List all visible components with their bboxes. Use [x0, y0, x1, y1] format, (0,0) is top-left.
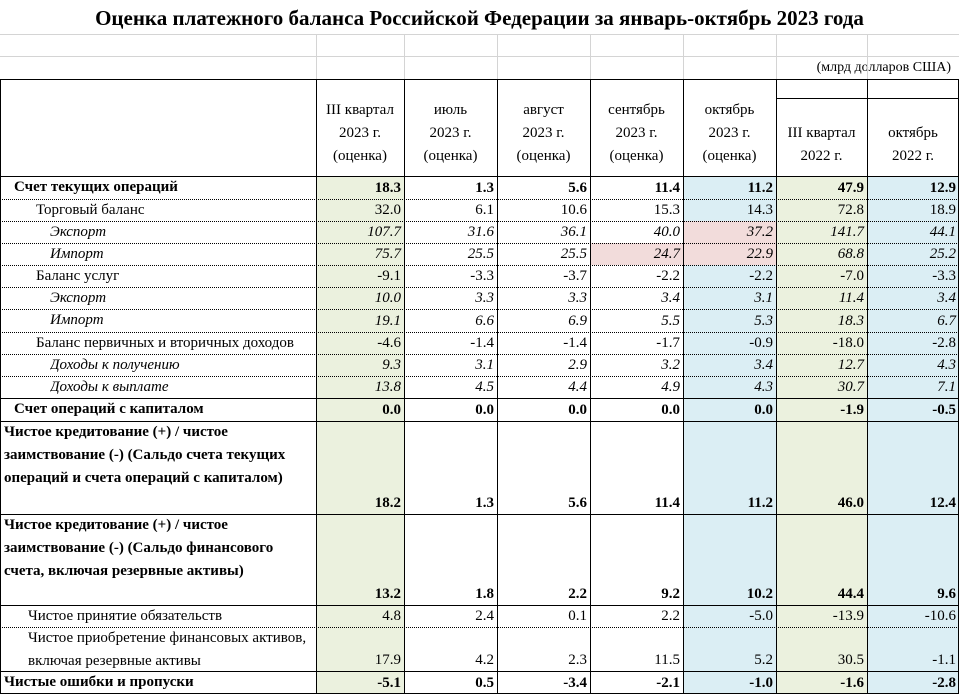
row-label: Торговый баланс [36, 202, 145, 218]
row-label: Счет текущих операций [14, 179, 178, 195]
grid-line [0, 56, 959, 57]
table-cell: -1.0 [683, 671, 776, 694]
grid-line [0, 265, 959, 266]
table-cell: -2.1 [590, 671, 683, 694]
table-cell: 11.5 [590, 627, 683, 671]
grid-line [776, 79, 777, 694]
column-header-line: (оценка) [333, 148, 387, 164]
table-cell: 6.1 [404, 199, 497, 221]
grid-line [590, 79, 591, 694]
column-header-line: 2023 г. [429, 125, 472, 141]
table-cell: -7.0 [776, 265, 867, 287]
table-cell: 2.9 [497, 354, 590, 376]
column-header-line: (оценка) [702, 148, 757, 164]
column-header-line: 2022 г. [892, 148, 934, 164]
table-cell: -2.2 [590, 265, 683, 287]
grid-line [316, 34, 317, 79]
grid-line [404, 34, 405, 79]
table-cell: -18.0 [776, 332, 867, 354]
table-title: Оценка платежного баланса Российской Федерации за январь-октябрь 2023 года [95, 6, 864, 30]
table-cell: 22.9 [683, 243, 776, 265]
grid-line [0, 514, 959, 515]
table-cell: 9.6 [867, 514, 959, 605]
table-cell: 3.2 [590, 354, 683, 376]
column-header-line: июль [433, 102, 468, 118]
grid-line [0, 605, 959, 606]
table-cell: -1.7 [590, 332, 683, 354]
column-header [776, 87, 867, 168]
grid-line [0, 398, 959, 399]
grid-line [683, 79, 684, 694]
table-cell: 11.4 [590, 176, 683, 199]
table-cell: 18.3 [776, 309, 867, 332]
table-cell: -1.4 [404, 332, 497, 354]
table-cell: 4.5 [404, 376, 497, 398]
row-label: Экспорт [50, 290, 107, 306]
column-header [316, 87, 404, 168]
row-label: Чистое кредитование (+) / чистое заимствование (-) (Сальдо финансового счета, включая резервные активы) [4, 517, 274, 579]
table-cell: -3.4 [497, 671, 590, 694]
table-cell: -3.3 [404, 265, 497, 287]
table-cell: 7.1 [867, 376, 959, 398]
column-header-line: III квартал [787, 125, 856, 141]
table-cell: -10.6 [867, 605, 959, 627]
grid-line [0, 627, 959, 628]
table-cell: 0.0 [316, 398, 404, 421]
table-cell: -1.4 [497, 332, 590, 354]
table-cell: 107.7 [316, 221, 404, 243]
column-header-line: 2023 г. [522, 125, 565, 141]
table-cell: 31.6 [404, 221, 497, 243]
table-cell: 4.3 [867, 354, 959, 376]
table-cell: 5.6 [497, 421, 590, 514]
column-header-line: август [523, 102, 564, 118]
table-cell: -1.9 [776, 398, 867, 421]
column-header [404, 87, 497, 168]
grid-line [590, 34, 591, 79]
table-cell: 141.7 [776, 221, 867, 243]
column-header-line: 2023 г. [615, 125, 658, 141]
table-cell: -5.1 [316, 671, 404, 694]
grid-line [0, 79, 1, 694]
table-cell: 44.4 [776, 514, 867, 605]
table-cell: 4.2 [404, 627, 497, 671]
grid-line [0, 176, 959, 177]
table-cell: -9.1 [316, 265, 404, 287]
column-header-line: октябрь [888, 125, 938, 141]
table-cell: 15.3 [590, 199, 683, 221]
table-cell: 1.3 [404, 421, 497, 514]
table-cell: 3.1 [683, 287, 776, 309]
row-label: Баланс первичных и вторичных доходов [36, 335, 294, 351]
column-header-line: (оценка) [423, 148, 478, 164]
table-cell: 3.4 [867, 287, 959, 309]
table-cell: 13.8 [316, 376, 404, 398]
table-cell: 25.5 [404, 243, 497, 265]
grid-line [0, 287, 959, 288]
grid-line [497, 79, 498, 694]
table-cell: 18.9 [867, 199, 959, 221]
table-cell: 11.2 [683, 421, 776, 514]
table-cell: 4.9 [590, 376, 683, 398]
table-cell: 25.5 [497, 243, 590, 265]
grid-line [0, 243, 959, 244]
grid-line [0, 309, 959, 310]
column-header-line: (оценка) [516, 148, 571, 164]
row-label: Чистое кредитование (+) / чистое заимствование (-) (Сальдо счета текущих операций и счета операций с капиталом) [4, 424, 286, 486]
row-label: Баланс услуг [36, 268, 120, 284]
table-cell: 10.6 [497, 199, 590, 221]
column-header [497, 87, 590, 168]
table-cell: 75.7 [316, 243, 404, 265]
grid-line [683, 34, 684, 79]
table-cell: 0.5 [404, 671, 497, 694]
table-cell: 72.8 [776, 199, 867, 221]
table-cell: 4.4 [497, 376, 590, 398]
column-header-line: октябрь [704, 102, 755, 118]
table-cell: 36.1 [497, 221, 590, 243]
grid-line [867, 34, 868, 79]
table-cell: 3.4 [683, 354, 776, 376]
row-label: Чистое принятие обязательств [28, 608, 223, 624]
table-cell: 40.0 [590, 221, 683, 243]
row-label: Доходы к получению [50, 357, 180, 373]
table-cell: 18.2 [316, 421, 404, 514]
grid-line [316, 79, 317, 694]
grid-line [0, 421, 959, 422]
table-cell: 6.6 [404, 309, 497, 332]
table-cell: 0.0 [404, 398, 497, 421]
table-cell: -5.0 [683, 605, 776, 627]
table-cell: 2.3 [497, 627, 590, 671]
column-header-line: (оценка) [609, 148, 664, 164]
table-cell: 10.0 [316, 287, 404, 309]
table-cell: 32.0 [316, 199, 404, 221]
grid-line [0, 79, 959, 80]
table-cell: 30.7 [776, 376, 867, 398]
table-cell: 4.3 [683, 376, 776, 398]
column-header [683, 87, 776, 168]
grid-line [0, 332, 959, 333]
table-cell: 18.3 [316, 176, 404, 199]
row-label: Счет операций с капиталом [14, 401, 204, 417]
table-cell: 0.0 [683, 398, 776, 421]
table-cell: 37.2 [683, 221, 776, 243]
table-cell: 0.1 [497, 605, 590, 627]
row-label: Импорт [50, 246, 104, 262]
table-cell: 68.8 [776, 243, 867, 265]
table-cell: 1.3 [404, 176, 497, 199]
row-label: Экспорт [50, 224, 107, 240]
table-cell: 5.2 [683, 627, 776, 671]
table-cell: -0.9 [683, 332, 776, 354]
table-cell: 2.2 [497, 514, 590, 605]
grid-line [404, 79, 405, 694]
table-cell: 5.5 [590, 309, 683, 332]
table-cell: 47.9 [776, 176, 867, 199]
table-cell: 25.2 [867, 243, 959, 265]
table-cell: 2.2 [590, 605, 683, 627]
table-cell: 14.3 [683, 199, 776, 221]
table-cell: -2.8 [867, 671, 959, 694]
column-header-line: 2023 г. [339, 125, 381, 141]
grid-line [0, 34, 959, 35]
table-cell: 3.1 [404, 354, 497, 376]
grid-line [0, 671, 959, 672]
units-label: (млрд долларов США) [816, 60, 951, 75]
table-cell: 6.7 [867, 309, 959, 332]
table-cell: 11.4 [590, 421, 683, 514]
table-cell: -1.1 [867, 627, 959, 671]
table-cell: 3.3 [497, 287, 590, 309]
table-cell: 1.8 [404, 514, 497, 605]
table-cell: 4.8 [316, 605, 404, 627]
table-cell: -1.6 [776, 671, 867, 694]
table-cell: 6.9 [497, 309, 590, 332]
table-cell: 17.9 [316, 627, 404, 671]
row-label: Импорт [50, 312, 104, 328]
grid-line [497, 34, 498, 79]
table-cell: 3.3 [404, 287, 497, 309]
table-cell: 11.4 [776, 287, 867, 309]
table-cell: 0.0 [590, 398, 683, 421]
table-cell: 19.1 [316, 309, 404, 332]
table-cell: 46.0 [776, 421, 867, 514]
table-cell: 24.7 [590, 243, 683, 265]
table-cell: 44.1 [867, 221, 959, 243]
grid-line [0, 354, 959, 355]
table-cell: 12.7 [776, 354, 867, 376]
table-cell: 30.5 [776, 627, 867, 671]
row-label: Чистые ошибки и пропуски [4, 674, 194, 690]
grid-line [867, 79, 868, 694]
table-cell: 3.4 [590, 287, 683, 309]
grid-line [776, 34, 777, 79]
column-header [590, 87, 683, 168]
column-header-line: 2023 г. [708, 125, 751, 141]
grid-line [0, 376, 959, 377]
column-header-line: III квартал [326, 102, 394, 118]
table-cell: -3.7 [497, 265, 590, 287]
table-cell: -2.2 [683, 265, 776, 287]
table-cell: -3.3 [867, 265, 959, 287]
table-cell: 2.4 [404, 605, 497, 627]
row-label: Чистое приобретение финансовых активов, включая резервные активы [28, 630, 307, 669]
table-cell: 12.9 [867, 176, 959, 199]
column-header-line: сентябрь [608, 102, 665, 118]
table-cell: 10.2 [683, 514, 776, 605]
table-cell: 9.3 [316, 354, 404, 376]
table-cell: -0.5 [867, 398, 959, 421]
table-cell: -13.9 [776, 605, 867, 627]
table-cell: 5.6 [497, 176, 590, 199]
grid-line [0, 199, 959, 200]
table-cell: 11.2 [683, 176, 776, 199]
table-cell: 13.2 [316, 514, 404, 605]
table-cell: 9.2 [590, 514, 683, 605]
table-cell: 12.4 [867, 421, 959, 514]
table-cell: 5.3 [683, 309, 776, 332]
row-label: Доходы к выплате [50, 379, 169, 395]
column-header [867, 87, 959, 168]
column-header-line: 2022 г. [800, 148, 843, 164]
table-cell: 0.0 [497, 398, 590, 421]
grid-line [0, 221, 959, 222]
table-cell: -2.8 [867, 332, 959, 354]
table-cell: -4.6 [316, 332, 404, 354]
